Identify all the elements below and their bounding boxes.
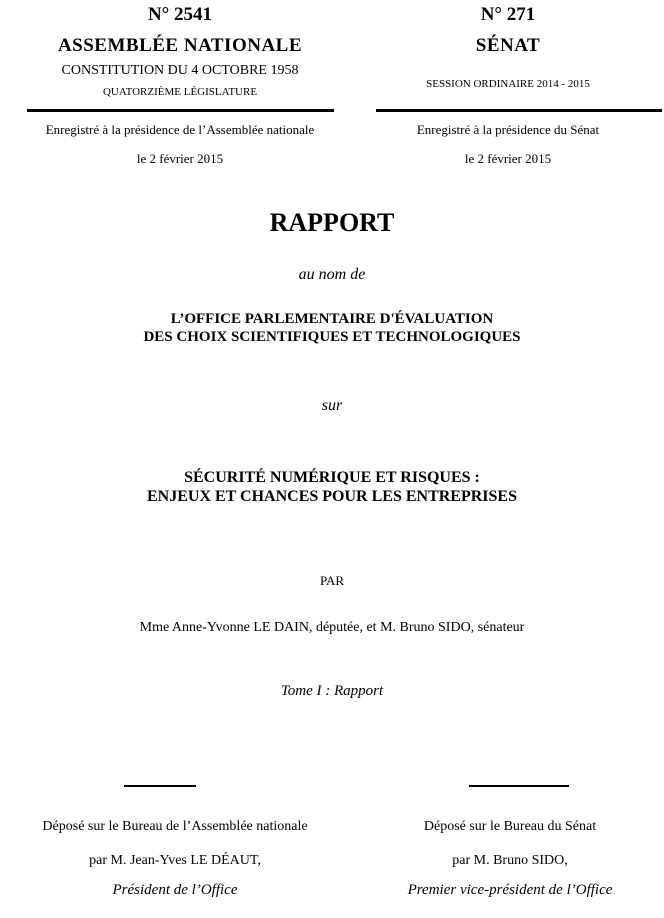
senate-deposited: Déposé sur le Bureau du Sénat xyxy=(423,819,597,834)
volume-line: Tome I : Rapport xyxy=(280,683,384,699)
senate-depositor-role: Premier vice-président de l’Office xyxy=(407,882,613,898)
constitution-line: CONSTITUTION DU 4 OCTOBRE 1958 xyxy=(61,63,299,78)
subject-line-1: SÉCURITÉ NUMÉRIQUE ET RISQUES : xyxy=(184,469,480,486)
session-line: SESSION ORDINAIRE 2014 - 2015 xyxy=(426,78,590,90)
report-title: RAPPORT xyxy=(269,208,395,237)
senate-title: SÉNAT xyxy=(475,35,541,56)
footer-rule-right xyxy=(469,785,569,787)
assembly-registered: Enregistré à la présidence de l’Assemblée nationale xyxy=(45,122,315,137)
footer-rule-left xyxy=(124,785,196,787)
senate-number: N° 271 xyxy=(480,4,536,25)
assembly-title: ASSEMBLÉE NATIONALE xyxy=(57,35,303,56)
assembly-deposited: Déposé sur le Bureau de l’Assemblée nationale xyxy=(42,819,308,834)
assembly-depositor: par M. Jean-Yves LE DÉAUT, xyxy=(89,853,261,868)
senate-depositor: par M. Bruno SIDO, xyxy=(452,853,568,868)
subject-line-2: ENJEUX ET CHANCES POUR LES ENTREPRISES xyxy=(146,488,517,505)
on-behalf-text: au nom de xyxy=(298,266,366,283)
assembly-depositor-role: Président de l’Office xyxy=(112,882,238,898)
senate-date: le 2 février 2015 xyxy=(464,151,552,166)
header-rule-right xyxy=(376,109,662,112)
senate-registered: Enregistré à la présidence du Sénat xyxy=(416,122,600,137)
authors-line: Mme Anne-Yvonne LE DAIN, députée, et M. Bruno SIDO, sénateur xyxy=(139,620,525,635)
legislature-line: QUATORZIÈME LÉGISLATURE xyxy=(102,86,258,98)
assembly-date: le 2 février 2015 xyxy=(136,151,224,166)
par-text: PAR xyxy=(319,573,345,588)
office-line-1: L’OFFICE PARLEMENTAIRE D'ÉVALUATION xyxy=(170,311,494,327)
header-rule-left xyxy=(27,109,334,112)
assembly-number: N° 2541 xyxy=(147,4,213,25)
sur-text: sur xyxy=(321,397,343,414)
office-line-2: DES CHOIX SCIENTIFIQUES ET TECHNOLOGIQUES xyxy=(143,329,521,345)
